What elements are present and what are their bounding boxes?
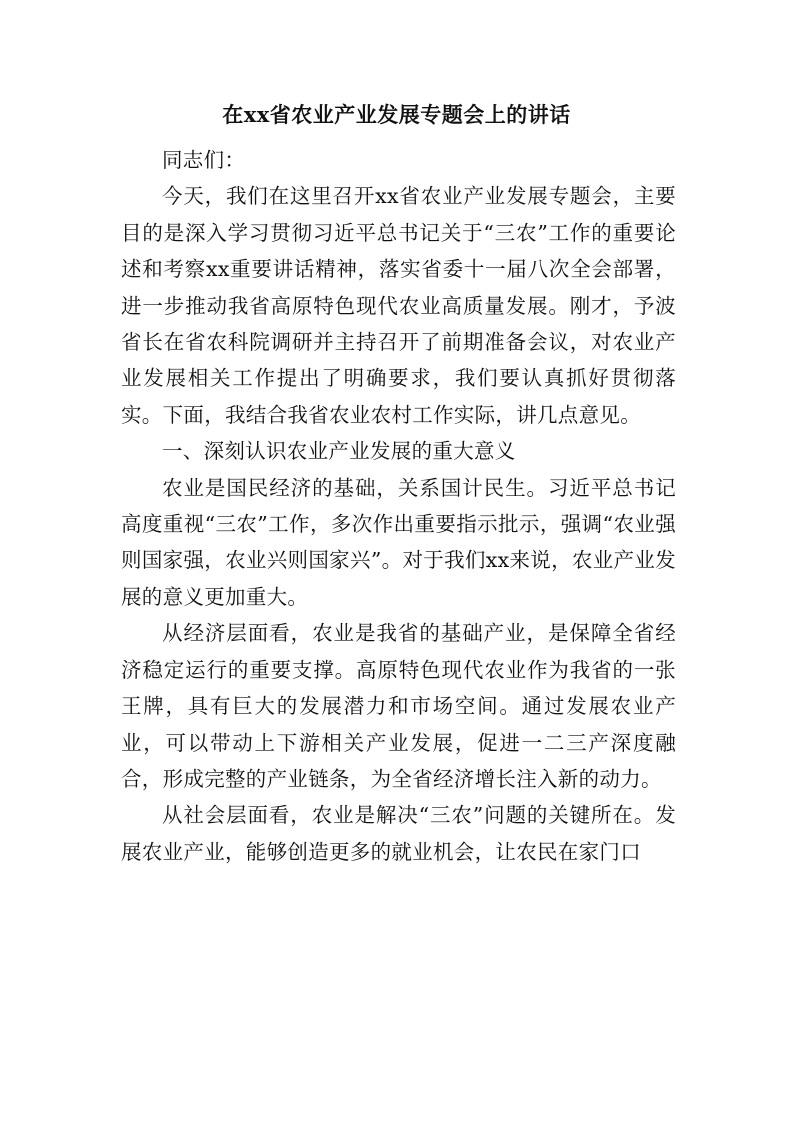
section-heading-1: 一、深刻认识农业产业发展的重大意义 [162,439,516,464]
paragraph-significance: 农业是国民经济的基础，关系国计民生。习近平总书记高度重视“三农”工作，多次作出重要指示批示，强调“农业强则国家强，农业兴则国家兴”。对于我们xx来说，农业产业发展的意义更加重大。 [121,475,676,609]
document-body [121,142,676,870]
document-title: 在xx省农业产业发展专题会上的讲话 [222,102,571,127]
paragraph-social: 从社会层面看，农业是解决“三农”问题的关键所在。发展农业产业，能够创造更多的就业机会，让农民在家门口 [121,803,676,864]
paragraph-intro: 今天，我们在这里召开xx省农业产业发展专题会，主要目的是深入学习贯彻习近平总书记关于“三农”工作的重要论述和考察xx重要讲话精神，落实省委十一届八次全会部署，进一步推动我省高原特色现代农业高质量发展。刚才，予波省长在省农科院调研并主持召开了前期准备会议，对农业产业发展相关工作提出了明确要求，我们要认真抓好贯彻落实。下面，我结合我省农业农村工作实际，讲几点意见。 [121,184,676,427]
paragraph-economic: 从经济层面看，农业是我省的基础产业，是保障全省经济稳定运行的重要支撑。高原特色现代农业作为我省的一张王牌，具有巨大的发展潜力和市场空间。通过发展农业产业，可以带动上下游相关产业发展，促进一二三产深度融合，形成完整的产业链条，为全省经济增长注入新的动力。 [121,621,676,791]
salutation: 同志们： [162,148,246,172]
